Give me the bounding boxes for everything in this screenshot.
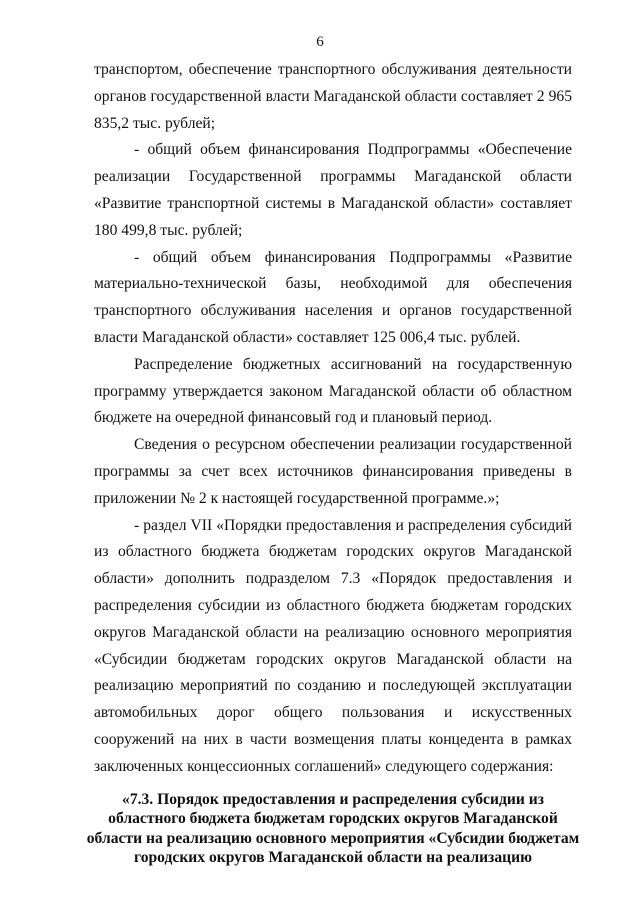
paragraph-subprogram-ensuring: - общий объем финансирования Подпрограммы «Обеспечение реализации Государственной программы Магаданской области «Развитие транспортной системы в Магаданской области» составляет 180 499,8 тыс. рублей; [94, 141, 572, 239]
section-heading-7-3: «7.3. Порядок предоставления и распределения субсидии из областного бюджета бюджетам городских округов Магаданской области на реализацию основного мероприятия «Субсидии бюджетам городских округов Магаданской области на реализацию [86, 790, 580, 867]
paragraph-resource-info: Сведения о ресурсном обеспечении реализации государственной программы за счет всех источников финансирования приведены в приложении № 2 к настоящей государственной программе.»; [94, 436, 572, 507]
paragraph-subprogram-material-base: - общий объем финансирования Подпрограммы «Развитие материально-технической базы, необходимой для обеспечения транспортного обслуживания населения и органов государственной власти Магаданской области» составляет 125 006,4 тыс. рублей. [94, 248, 572, 346]
paragraph-budget-distribution: Распределение бюджетных ассигнований на государственную программу утверждается законом Магаданской области об областном бюджете на очередной финансовый год и плановый период. [94, 355, 572, 427]
document-body [86, 57, 580, 868]
page-number: 6 [316, 34, 324, 50]
paragraph-transport-funding: транспортом, обеспечение транспортного обслуживания деятельности органов государственной власти Магаданской области составляет 2 965 835,2 тыс. рублей; [94, 61, 572, 132]
paragraph-section-vii: - раздел VII «Порядки предоставления и распределения субсидий из областного бюджета бюджетам городских округов Магаданской области» дополнить подразделом 7.3 «Порядок предоставления и распределения субсидии из областного бюджета бюджетам городских округов Магаданской области на реализацию основного мероприятия «Субсидии бюджетам городских округов Магаданской области на реализацию мероприятий по созданию и последующей эксплуатации автомобильных дорог общего пользования и искусственных сооружений на них в части возмещения платы концедента в рамках заключенных концессионных соглашений» следующего содержания: [94, 516, 572, 775]
